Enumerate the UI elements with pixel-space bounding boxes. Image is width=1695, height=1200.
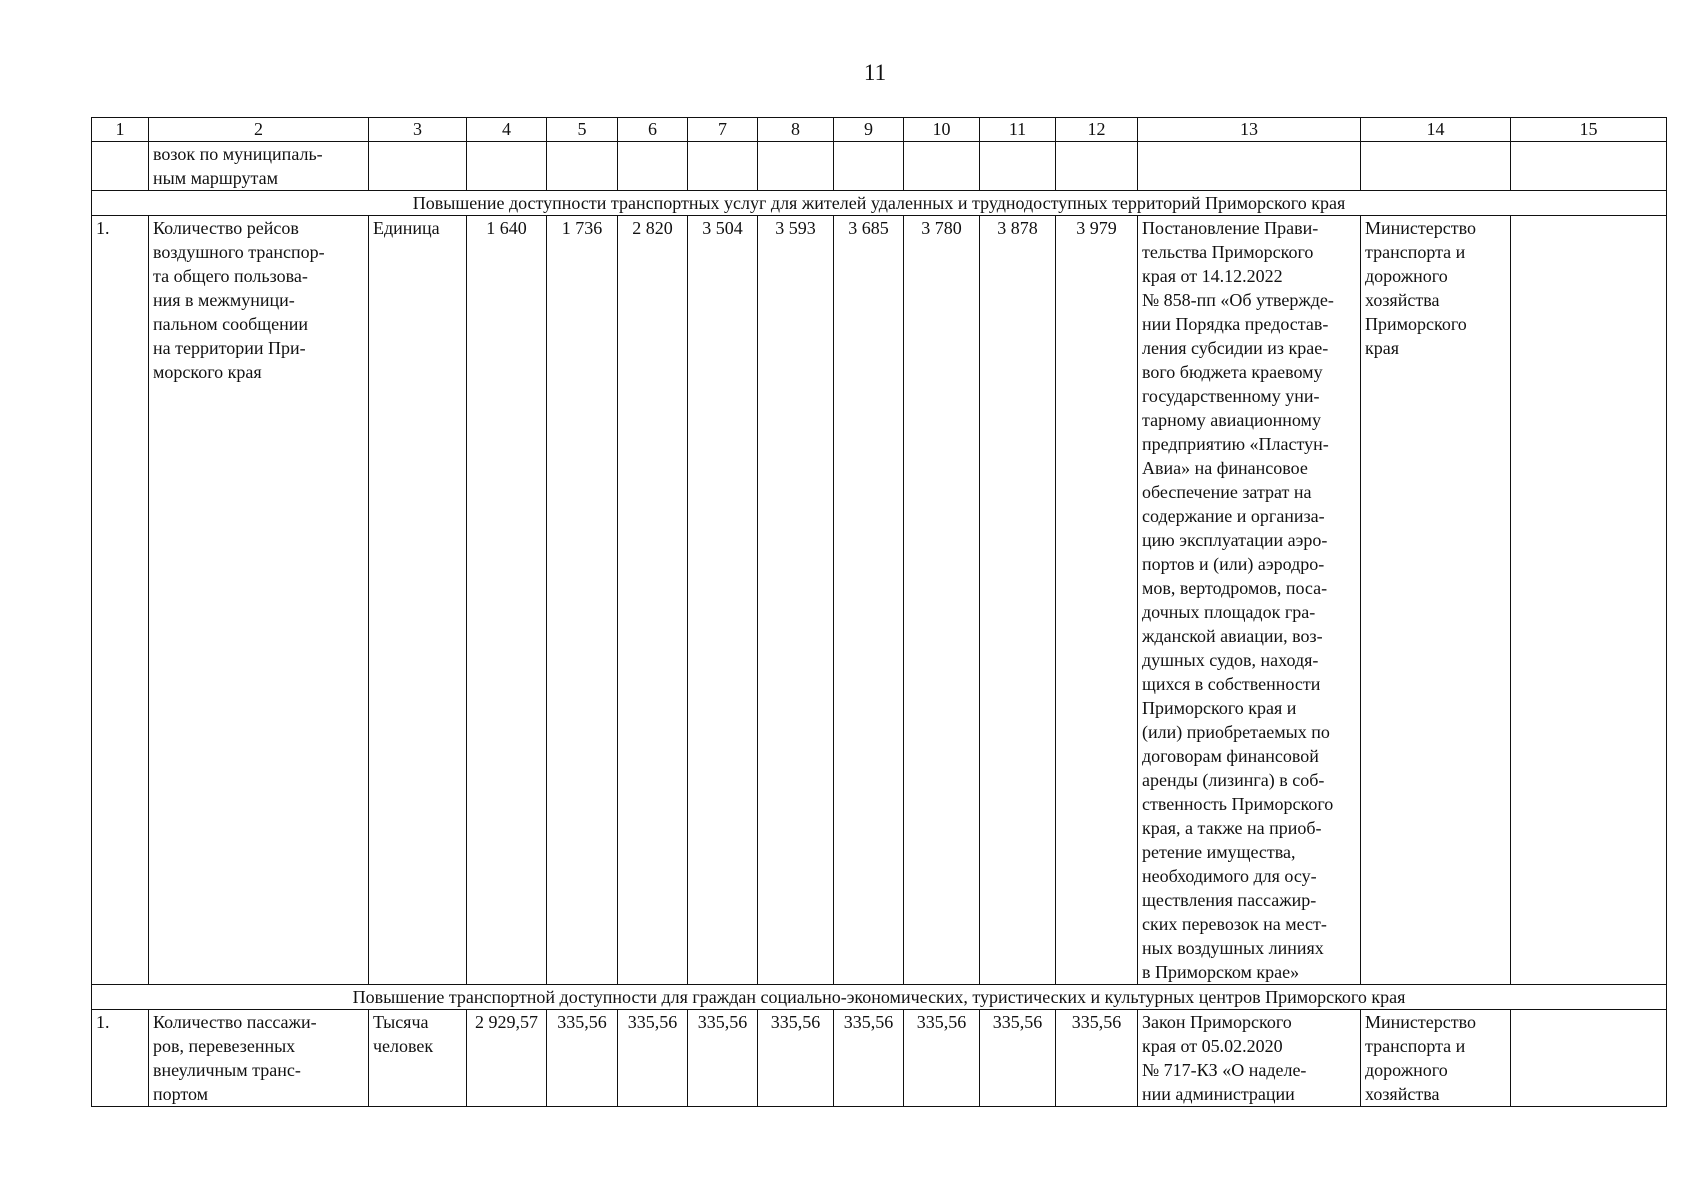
value-cell: 3 780 [904,216,980,985]
column-number: 6 [618,118,688,142]
section-heading-row [92,985,1667,1010]
table-row [92,216,1667,985]
value-cell: 2 929,57 [467,1010,547,1107]
value-cell: 335,56 [547,1010,618,1107]
legal-basis-cell: Постановление Прави- тельства Приморского края от 14.12.2022 № 858-пп «Об утвержде- нии Порядка предостав- ления субсидии из крае- вого бюджета краевому государственному уни- тарному авиационному предприятию «Пластун- Авиа» на финансовое обеспечение затрат на содержание и организа- цию эксплуатации аэро- портов и (или) аэродро- мов, вертодромов, поса- дочных площадок гра- жданской авиации, воз- душных судов, находя- щихся в собственности Приморского края и (или) приобретаемых по договорам финансовой аренды (лизинга) в соб- ственность Приморского края, а также на приоб- ретение имущества, необходимого для осу- ществления пассажир- ских перевозок на мест- ных воздушных линиях в Приморском крае» [1138,216,1361,985]
value-cell: 3 504 [688,216,758,985]
row-number: 1. [92,216,149,985]
column-number: 12 [1056,118,1138,142]
value-cell: 335,56 [834,1010,904,1107]
legal-basis-cell: Закон Приморского края от 05.02.2020 № 717-КЗ «О наделе- нии администрации [1138,1010,1361,1107]
unit-cell: Единица [369,216,467,985]
value-cell: 3 878 [980,216,1056,985]
continuation-row [92,142,1667,191]
value-cell: 335,56 [758,1010,834,1107]
column-number: 1 [92,118,149,142]
value-cell: 3 979 [1056,216,1138,985]
row-number: 1. [92,1010,149,1107]
table-row [92,1010,1667,1107]
value-cell: 335,56 [904,1010,980,1107]
column-number: 2 [149,118,369,142]
section-title: Повышение транспортной доступности для граждан социально-экономических, туристических и культурных центров Приморского края [92,985,1667,1010]
column-number: 11 [980,118,1056,142]
column-number: 13 [1138,118,1361,142]
indicator-name-cell: возок по муниципаль- ным маршрутам [149,142,369,191]
column-number: 9 [834,118,904,142]
section-title: Повышение доступности транспортных услуг для жителей удаленных и труднодоступных территорий Приморского края [92,191,1667,216]
value-cell: 1 640 [467,216,547,985]
indicators-table [91,117,1667,1107]
column-number: 4 [467,118,547,142]
empty-cell [1511,216,1667,985]
column-number: 5 [547,118,618,142]
column-number: 10 [904,118,980,142]
value-cell: 1 736 [547,216,618,985]
section-heading-row [92,191,1667,216]
empty-cell [1511,1010,1667,1107]
value-cell: 335,56 [618,1010,688,1107]
column-number: 8 [758,118,834,142]
indicator-name-cell: Количество рейсов воздушного транспор- та общего пользова- ния в межмуници- пальном сообщении на территории При- морского края [149,216,369,985]
value-cell: 335,56 [688,1010,758,1107]
value-cell: 3 593 [758,216,834,985]
value-cell: 2 820 [618,216,688,985]
unit-cell: Тысяча человек [369,1010,467,1107]
page-number: 11 [863,60,887,85]
column-number-row [92,118,1667,142]
value-cell: 3 685 [834,216,904,985]
column-number: 15 [1511,118,1667,142]
indicator-name-cell: Количество пассажи- ров, перевезенных внеуличным транс- портом [149,1010,369,1107]
column-number: 3 [369,118,467,142]
value-cell: 335,56 [980,1010,1056,1107]
responsible-cell: Министерство транспорта и дорожного хозяйства Приморского края [1361,216,1511,985]
responsible-cell: Министерство транспорта и дорожного хозяйства [1361,1010,1511,1107]
column-number: 14 [1361,118,1511,142]
column-number: 7 [688,118,758,142]
value-cell: 335,56 [1056,1010,1138,1107]
